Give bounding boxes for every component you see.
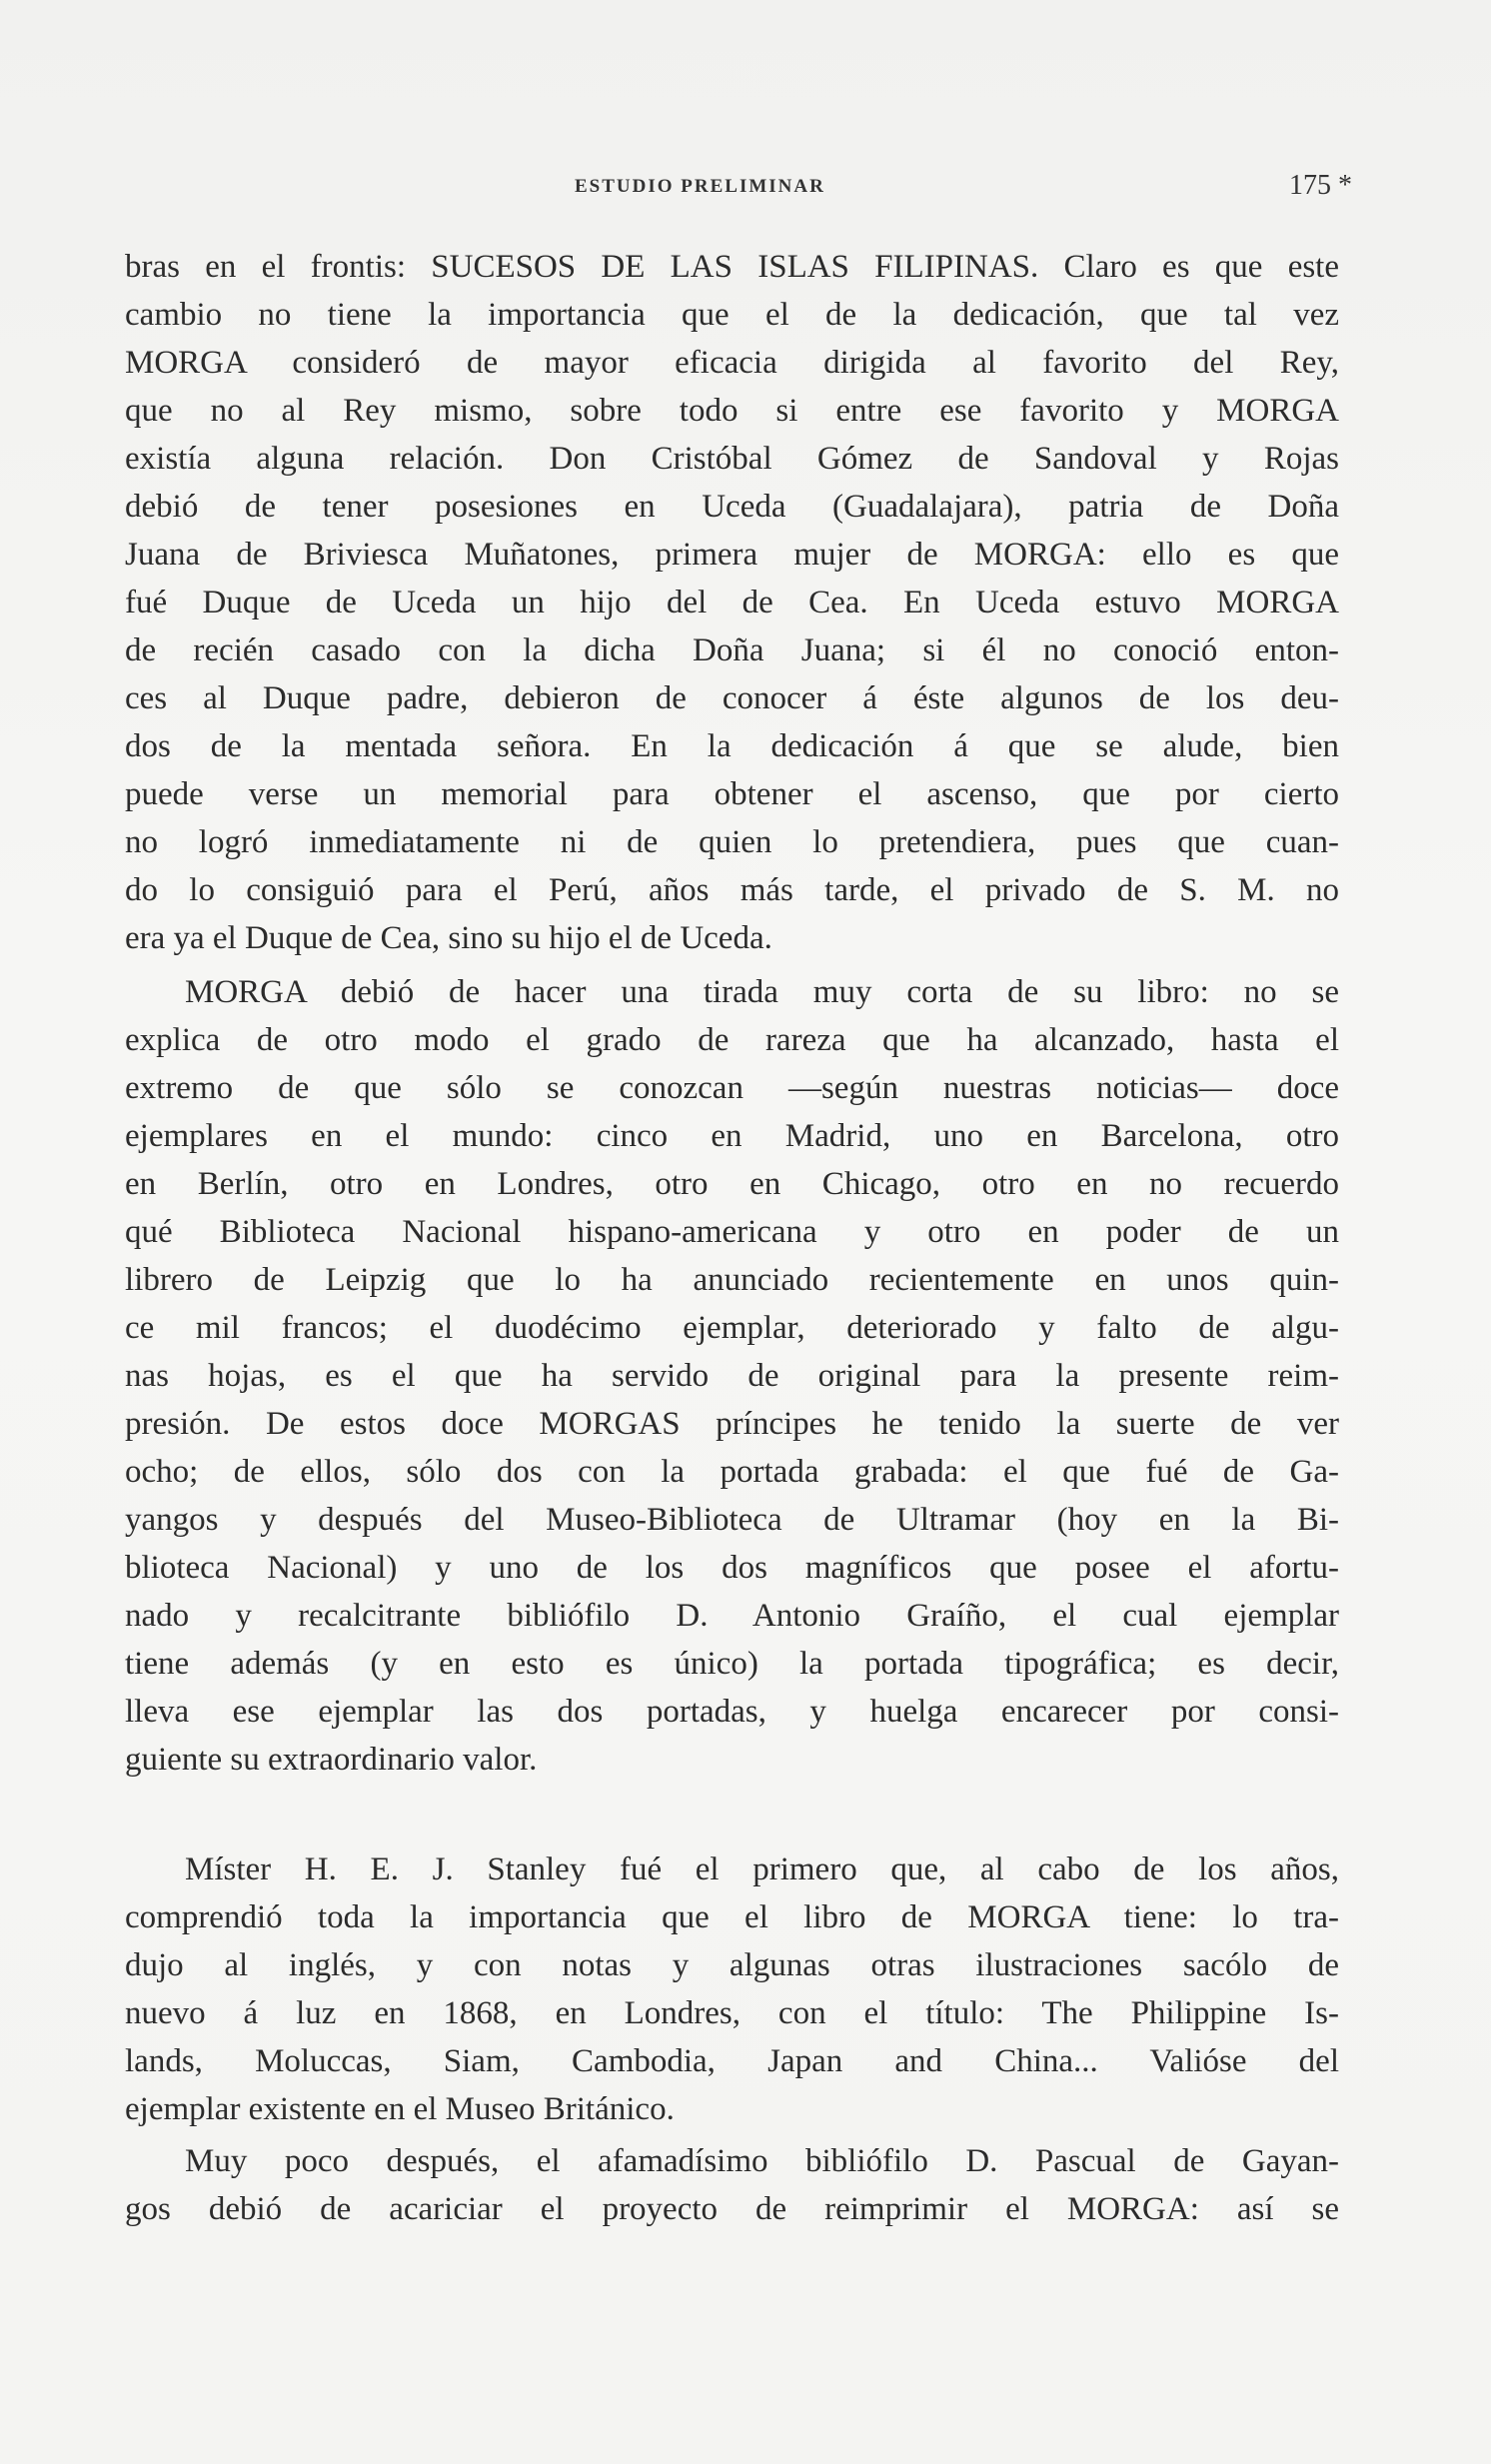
text-line: de recién casado con la dicha Doña Juana; si él no conoció enton- xyxy=(125,632,1339,668)
text-line: do lo consiguió para el Perú, años más tarde, el privado de S. M. no xyxy=(125,872,1339,908)
text-line: comprendió toda la importancia que el libro de MORGA tiene: lo tra- xyxy=(125,1899,1339,1935)
text-line: blioteca Nacional) y uno de los dos magníficos que posee el afortu- xyxy=(125,1550,1339,1586)
text-line: puede verse un memorial para obtener el ascenso, que por cierto xyxy=(125,776,1339,812)
text-line: MORGA debió de hacer una tirada muy corta de su libro: no se xyxy=(185,974,1339,1010)
text-line: nado y recalcitrante bibliófilo D. Antonio Graíño, el cual ejemplar xyxy=(125,1598,1339,1634)
text-line: ocho; de ellos, sólo dos con la portada grabada: el que fué de Ga- xyxy=(125,1454,1339,1490)
text-line: existía alguna relación. Don Cristóbal Gómez de Sandoval y Rojas xyxy=(125,441,1339,477)
text-line: ejemplar existente en el Museo Británico. xyxy=(125,2091,675,2127)
text-line: ejemplares en el mundo: cinco en Madrid, uno en Barcelona, otro xyxy=(125,1118,1339,1154)
text-line: nuevo á luz en 1868, en Londres, con el título: The Philippine Is- xyxy=(125,1995,1339,2031)
text-line: MORGA consideró de mayor eficacia dirigida al favorito del Rey, xyxy=(125,345,1339,381)
text-line: qué Biblioteca Nacional hispano-americana y otro en poder de un xyxy=(125,1214,1339,1250)
text-line: cambio no tiene la importancia que el de la dedicación, que tal vez xyxy=(125,297,1339,333)
text-line: lands, Moluccas, Siam, Cambodia, Japan and China... Valióse del xyxy=(125,2043,1339,2079)
text-line: no logró inmediatamente ni de quien lo pretendiera, pues que cuan- xyxy=(125,824,1339,860)
text-line: explica de otro modo el grado de rareza que ha alcanzado, hasta el xyxy=(125,1022,1339,1058)
text-line: ce mil francos; el duodécimo ejemplar, deteriorado y falto de algu- xyxy=(125,1310,1339,1346)
text-line: Míster H. E. J. Stanley fué el primero que, al cabo de los años, xyxy=(185,1851,1339,1887)
page-header xyxy=(0,170,1491,216)
text-line: fué Duque de Uceda un hijo del de Cea. En Uceda estuvo MORGA xyxy=(125,585,1339,620)
text-line: presión. De estos doce MORGAS príncipes he tenido la suerte de ver xyxy=(125,1406,1339,1442)
text-line: era ya el Duque de Cea, sino su hijo el de Uceda. xyxy=(125,920,772,956)
text-line: gos debió de acariciar el proyecto de reimprimir el MORGA: así se xyxy=(125,2191,1339,2227)
running-title: ESTUDIO PRELIMINAR xyxy=(575,176,825,197)
text-line: que no al Rey mismo, sobre todo si entre ese favorito y MORGA xyxy=(125,393,1339,429)
text-line: dos de la mentada señora. En la dedicación á que se alude, bien xyxy=(125,728,1339,764)
text-line: en Berlín, otro en Londres, otro en Chicago, otro en no recuerdo xyxy=(125,1166,1339,1202)
text-line: nas hojas, es el que ha servido de original para la presente reim- xyxy=(125,1358,1339,1394)
text-line: extremo de que sólo se conozcan —según nuestras noticias— doce xyxy=(125,1070,1339,1106)
text-line: yangos y después del Museo-Biblioteca de Ultramar (hoy en la Bi- xyxy=(125,1502,1339,1538)
text-line: debió de tener posesiones en Uceda (Guadalajara), patria de Doña xyxy=(125,489,1339,525)
text-line: dujo al inglés, y con notas y algunas otras ilustraciones sacólo de xyxy=(125,1947,1339,1983)
text-line: ces al Duque padre, debieron de conocer á éste algunos de los deu- xyxy=(125,680,1339,716)
text-line: tiene además (y en esto es único) la portada tipográfica; es decir, xyxy=(125,1646,1339,1682)
page-number: 175 * xyxy=(1289,170,1352,201)
text-line: bras en el frontis: SUCESOS DE LAS ISLAS FILIPINAS. Claro es que este xyxy=(125,249,1339,285)
text-line: Muy poco después, el afamadísimo bibliófilo D. Pascual de Gayan- xyxy=(185,2143,1339,2179)
text-line: librero de Leipzig que lo ha anunciado recientemente en unos quin- xyxy=(125,1262,1339,1298)
text-line: lleva ese ejemplar las dos portadas, y huelga encarecer por consi- xyxy=(125,1694,1339,1730)
text-line: Juana de Briviesca Muñatones, primera mujer de MORGA: ello es que xyxy=(125,537,1339,573)
text-line: guiente su extraordinario valor. xyxy=(125,1742,538,1778)
